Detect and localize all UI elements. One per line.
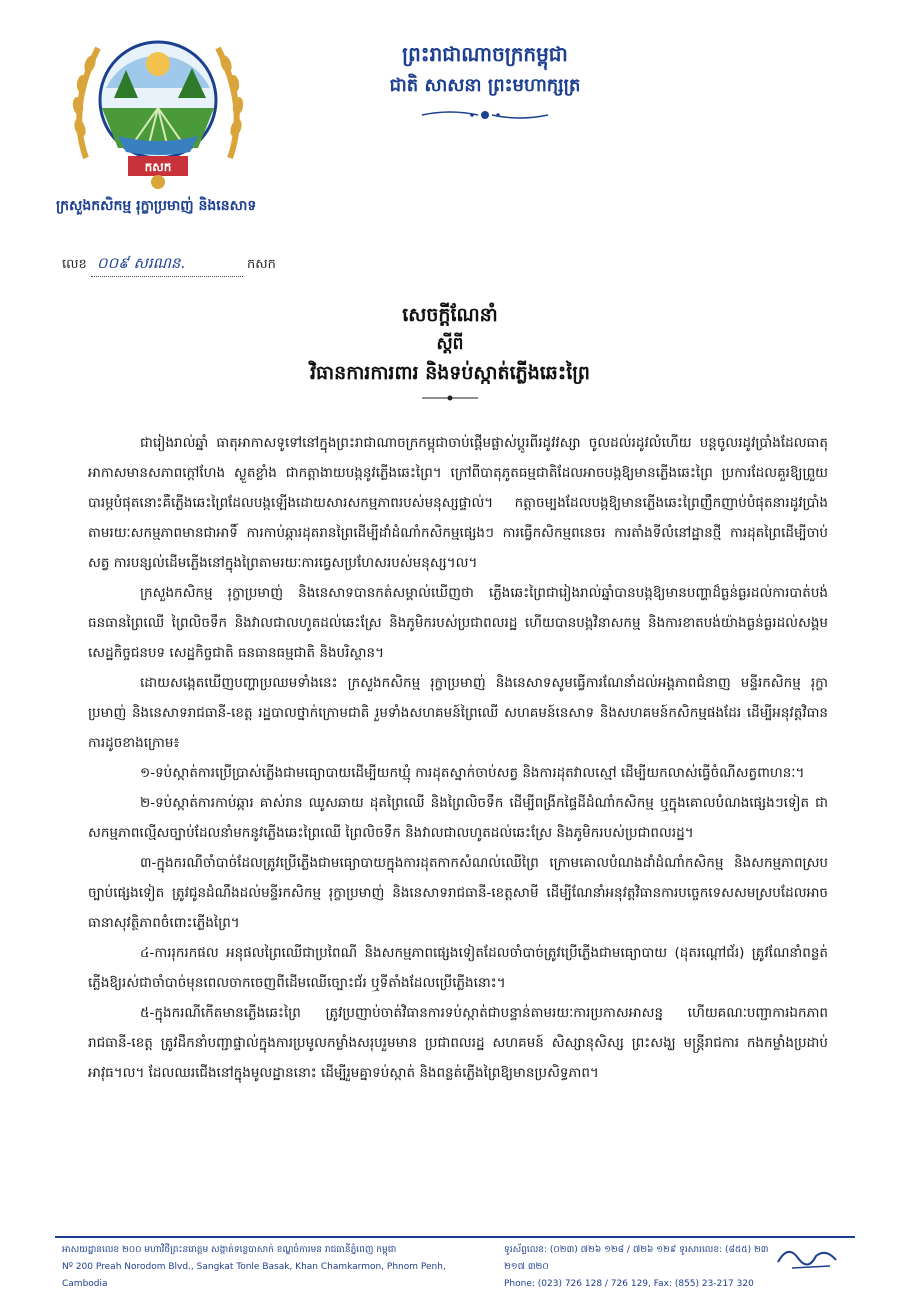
reference-value: ០០៩ សរណន. [91, 254, 243, 277]
paragraph: ១-ទប់ស្កាត់ការប្រើប្រាស់ភ្លើងជាមធ្យោបាយដើម្បីយកឃ្មុំ ការដុតស្នាក់ចាប់សត្វ និងការដុតវាលស្មៅ ដើម្បីយកលាស់ធ្វើចំណីសត្វពាហនៈ។ [140, 765, 805, 781]
paragraph: ៥-ក្នុងករណីកើតមានភ្លើងឆេះព្រៃ ត្រូវប្រញាប់ចាត់វិធានការទប់ស្កាត់ជាបន្ទាន់តាមរយៈការប្រកាសអាសន្ន ហើយគណៈបញ្ជាការឯកភាពរាជធានី-ខេត្ត ត្រូវដឹកនាំបញ្ជាផ្ទាល់ក្នុងការប្រមូលកម្លាំងសរុបរួមមាន ប្រជាពលរដ្ឋ សហគមន៍ សិស្សានុសិស្ស ព្រះសង្ឃ មន្ត្រីរាជការ កងកម្លាំងប្រដាប់អាវុធ។ល។ ដែលឈរជើងនៅក្នុងមូលដ្ឋាននោះ ដើម្បីរួមគ្នាទប់ស្កាត់ និងពន្លត់ភ្លើងព្រៃឱ្យមានប្រសិទ្ធភាព។ [88, 1005, 828, 1081]
paragraph: ៤-ការរុករកផល អនុផលព្រៃឈើជាប្រពៃណី និងសកម្មភាពផ្សេងទៀតដែលចាំបាច់ត្រូវប្រើភ្លើងជាមធ្យោបាយ (ដុតរណ្តៅជ័រ) ត្រូវណែនាំពន្លត់ភ្លើងឱ្យរស់ជាចាំបាច់មុនពេលចាកចេញពីដើមឈើច្បោះជ័រ ឬទីតាំងដែលប្រើភ្លើងនោះ។ [88, 945, 828, 991]
kingdom-header [340, 40, 630, 122]
reference-prefix: លេខ [62, 257, 87, 272]
address-english: Nº 200 Preah Norodom Blvd., Sangkat Tonle Basak, Khan Chamkarmon, Phnom Penh, Cambodia [62, 1262, 446, 1289]
address-khmer: អាសយដ្ឋានលេខ ២០០ មហាវិថីព្រះនរោត្តម សង្កាត់ទន្លេបាសាក់ ខណ្ឌចំការមន រាជធានីភ្នំពេញ កម្ពុជា [62, 1245, 397, 1255]
paragraph: ៣-ក្នុងករណីចាំបាច់ដែលត្រូវប្រើភ្លើងជាមធ្យោបាយក្នុងការដុតកាកសំណល់ឈើព្រៃ ក្រោមគោលបំណងដាំដំណាំកសិកម្ម និងសកម្មភាពស្របច្បាប់ផ្សេងទៀត ត្រូវជូនដំណឹងដល់មន្ទីរកសិកម្ម រុក្ខាប្រមាញ់ និងនេសាទរាជធានី-ខេត្តសាមី ដើម្បីណែនាំអនុវត្តវិធានការបច្ចេកទេសសមស្របដែលអាចធានាសុវត្ថិភាពចំពោះភ្លើងព្រៃ។ [88, 855, 828, 931]
reference-number [62, 254, 276, 277]
initial-signature-icon [772, 1238, 842, 1274]
phone-english: Phone: (023) 726 128 / 726 129, Fax: (855) 23-217 320 [504, 1279, 754, 1289]
document-body [88, 428, 828, 1088]
ministry-name: ក្រសួងកសិកម្ម រុក្ខាប្រមាញ់ និងនេសាទ [56, 198, 257, 214]
phone-khmer: ទូរស័ព្ទលេខ: (០២៣) ៧២៦ ១២៨ / ៧២៦ ១២៩ ទូរសារលេខ: (៨៥៥) ២៣ ២១៧ ៣២០ [504, 1245, 769, 1272]
footer-address [62, 1242, 482, 1293]
footer-divider [55, 1236, 855, 1238]
kingdom-name: ព្រះរាជាណាចក្រកម្ពុជា [402, 42, 568, 66]
footer-contact [504, 1242, 774, 1293]
logo-text: កសក [144, 160, 172, 174]
document-subtitle-connector: ស្តីពី [436, 334, 464, 354]
national-motto: ជាតិ សាសនា ព្រះមហាក្សត្រ [389, 75, 581, 96]
reference-suffix: កសក [247, 257, 276, 272]
paragraph: ក្រសួងកសិកម្ម រុក្ខាប្រមាញ់ និងនេសាទបានកត់សម្គាល់ឃើញថា ភ្លើងឆេះព្រៃជារៀងរាល់ឆ្នាំបានបង្កឱ្យមានបញ្ហាដ៏ធ្ងន់ធ្ងរដល់ការបាត់បង់ធនធានព្រៃឈើ ព្រៃលិចទឹក និងវាលជាលហូតដល់ឆេះស្រែ និងភូមិករបស់ប្រជាពលរដ្ឋ ហើយបានបង្កវិនាសកម្ម និងការខាតបង់យ៉ាងធ្ងន់ធ្ងរដល់សង្គម សេដ្ឋកិច្ចជនបទ សេដ្ឋកិច្ចជាតិ ធនធានធម្មជាតិ និងបរិស្ថាន។ [88, 585, 828, 661]
header-ornament-icon [420, 108, 550, 122]
paragraph: ជារៀងរាល់ឆ្នាំ ធាតុអាកាសទូទៅនៅក្នុងព្រះរាជាណាចក្រកម្ពុជាចាប់ផ្តើមផ្លាស់ប្តូរពីរដូវវស្សា ចូលដល់រដូវលំហើយ បន្តចូលរដូវប្រាំងដែលធាតុអាកាសមានសភាពក្តៅហែង ស្ងួតខ្លាំង ជាកត្តាងាយបង្កនូវភ្លើងឆេះព្រៃ។ ក្រៅពីបាតុភូតធម្មជាតិដែលអាចបង្កឱ្យមានភ្លើងឆេះព្រៃ ប្រការដែលគួរឱ្យព្រួយបារម្ភបំផុតនោះគឺភ្លើងឆេះព្រៃដែលបង្កឡើងដោយសារសកម្មភាពរបស់មនុស្សផ្ទាល់។ កត្តាចម្បងដែលបង្កឱ្យមានភ្លើងឆេះព្រៃញឹកញាប់បំផុតនារដូវប្រាំង តាមរយៈសកម្មភាពមានជាអាទិ៍ ការកាប់ឆ្ការដុតរានព្រៃដើម្បីដាំដំណាំកសិកម្មផ្សេងៗ ការធ្វើកសិកម្មពនេចរ ការតាំងទីលំនៅដ្ឋានថ្មី ការដុតព្រៃដើម្បីចាប់សត្វ ការបន្សល់ដើមភ្លើងនៅក្នុងព្រៃតាមរយៈការធ្វេសប្រហែសរបស់មនុស្ស។ល។ [88, 435, 828, 571]
document-subject: វិធានការការពារ និងទប់ស្កាត់ភ្លើងឆេះព្រៃ [310, 362, 590, 384]
document-title: សេចក្តីណែនាំ [402, 304, 498, 326]
paragraph: ២-ទប់ស្កាត់ការកាប់ឆ្ការ គាស់រាន ឈូសឆាយ ដុតព្រៃឈើ និងព្រៃលិចទឹក ដើម្បីពង្រីកផ្ទៃដីដំណាំកសិកម្ម ឬក្នុងគោលបំណងផ្សេងៗទៀត ជាសកម្មភាពល្មើសច្បាប់ដែលនាំមកនូវភ្លើងឆេះព្រៃឈើ ព្រៃលិចទឹក និងវាលជាលហូតដល់ឆេះស្រែ និងភូមិករបស់ប្រជាពលរដ្ឋ។ [88, 795, 828, 841]
title-ornament-icon [420, 394, 480, 402]
paragraph: ដោយសង្កេតឃើញបញ្ហាប្រឈមទាំងនេះ ក្រសួងកសិកម្ម រុក្ខាប្រមាញ់ និងនេសាទសូមធ្វើការណែនាំដល់អង្គភាពជំនាញ មន្ទីរកសិកម្ម រុក្ខាប្រមាញ់ និងនេសាទរាជធានី-ខេត្ត រដ្ឋបាលថ្នាក់ក្រោមជាតិ រួមទាំងសហគមន៍ព្រៃឈើ សហគមន៍នេសាទ និងសហគមន៍កសិកម្មផងដែរ ដើម្បីអនុវត្តវិធានការដូចខាងក្រោម៖ [88, 675, 828, 751]
ministry-logo-icon [58, 18, 258, 190]
document-title-block [200, 300, 700, 402]
